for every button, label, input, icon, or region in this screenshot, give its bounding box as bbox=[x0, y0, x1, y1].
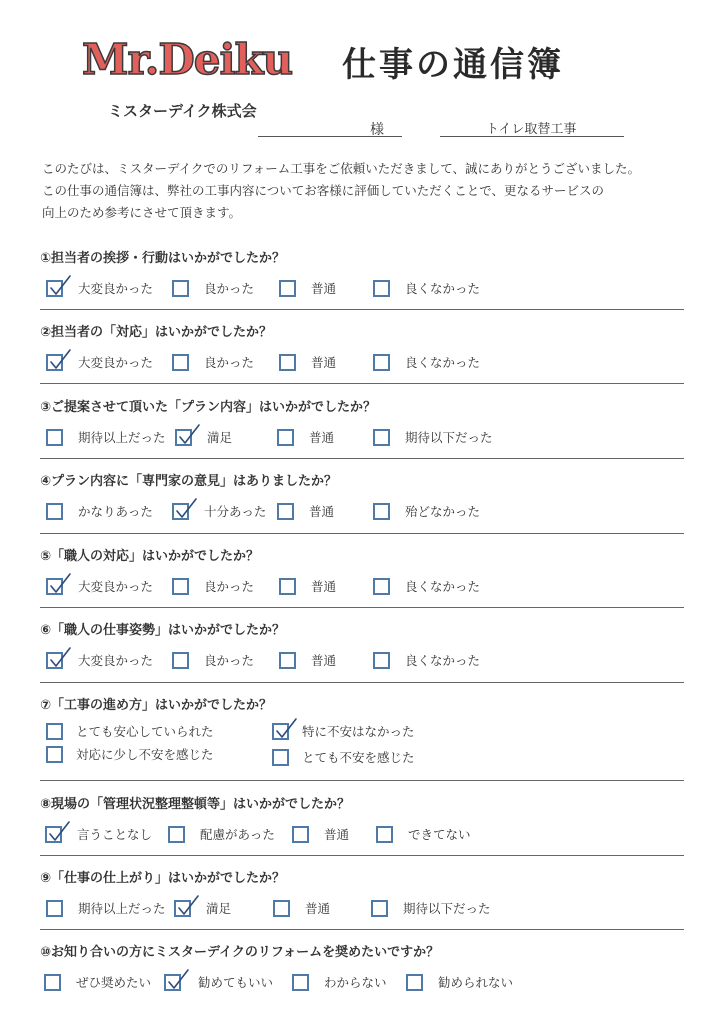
checkbox[interactable] bbox=[292, 826, 309, 843]
question-5: ⑤「職人の対応」はいかがでしたか？ bbox=[40, 549, 260, 564]
question-8: ⑧現場の「管理状況整理整頓等」はいかがでしたか？ bbox=[40, 797, 351, 812]
option-label: 十分あった bbox=[204, 504, 267, 519]
checkmark-icon bbox=[175, 498, 197, 520]
option-label: 良くなかった bbox=[405, 281, 481, 296]
question-3: ③ご提案させて頂いた「プラン内容」はいかがでしたか？ bbox=[40, 400, 377, 415]
option-label: 勧めてもいい bbox=[198, 975, 274, 990]
option-label: 普通 bbox=[309, 504, 335, 519]
question-9: ⑨「仕事の仕上がり」はいかがでしたか？ bbox=[40, 871, 286, 886]
checkbox[interactable] bbox=[46, 578, 63, 595]
checkbox[interactable] bbox=[164, 974, 181, 991]
checkbox[interactable] bbox=[373, 503, 390, 520]
option-label: わからない bbox=[324, 975, 387, 990]
option-label: 良かった bbox=[204, 579, 255, 594]
checkmark-icon bbox=[178, 424, 200, 446]
checkbox[interactable] bbox=[406, 974, 423, 991]
option-label: 普通 bbox=[311, 281, 337, 296]
option-label: 期待以上だった bbox=[78, 430, 166, 445]
checkbox[interactable] bbox=[273, 900, 290, 917]
option-label: 勧められない bbox=[438, 975, 514, 990]
checkbox[interactable] bbox=[172, 503, 189, 520]
checkbox[interactable] bbox=[373, 280, 390, 297]
option-label: 良かった bbox=[204, 653, 255, 668]
section-divider bbox=[40, 780, 684, 781]
option-label: 大変良かった bbox=[78, 653, 154, 668]
checkbox[interactable] bbox=[172, 280, 189, 297]
option-label: 期待以下だった bbox=[403, 901, 491, 916]
option-label: できてない bbox=[408, 827, 471, 842]
company-name: ミスターデイク株式会 bbox=[108, 102, 257, 120]
customer-honorific: 様 bbox=[370, 122, 384, 138]
checkbox[interactable] bbox=[46, 723, 63, 740]
checkbox[interactable] bbox=[292, 974, 309, 991]
checkbox[interactable] bbox=[174, 900, 191, 917]
option-label: 配慮があった bbox=[200, 827, 275, 842]
option-label: 良かった bbox=[204, 281, 255, 296]
checkmark-icon bbox=[49, 647, 71, 669]
option-label: 大変良かった bbox=[78, 579, 154, 594]
option-label: 良くなかった bbox=[405, 653, 481, 668]
checkbox[interactable] bbox=[46, 746, 63, 763]
section-divider bbox=[40, 929, 684, 930]
option-label: 普通 bbox=[309, 430, 335, 445]
option-label: 満足 bbox=[206, 901, 232, 916]
section-divider bbox=[40, 533, 684, 534]
checkbox[interactable] bbox=[373, 578, 390, 595]
intro-line-2: この仕事の通信簿は、弊社の工事内容についてお客様に評価していただくことで、更なるサービスの bbox=[42, 183, 605, 198]
checkbox[interactable] bbox=[373, 652, 390, 669]
section-divider bbox=[40, 855, 684, 856]
option-label: 特に不安はなかった bbox=[302, 724, 415, 739]
intro-line-3: 向上のため参考にさせて頂きます。 bbox=[42, 205, 242, 220]
checkmark-icon bbox=[177, 895, 199, 917]
option-label: 普通 bbox=[311, 579, 337, 594]
option-label: 言うことなし bbox=[77, 827, 153, 842]
checkbox[interactable] bbox=[46, 652, 63, 669]
checkmark-icon bbox=[49, 573, 71, 595]
section-divider bbox=[40, 309, 684, 310]
checkbox[interactable] bbox=[172, 652, 189, 669]
section-divider bbox=[40, 607, 684, 608]
intro-text bbox=[42, 158, 692, 224]
logo: Mr.Deiku bbox=[82, 35, 293, 84]
page-title: 仕事の通信簿 bbox=[342, 45, 564, 85]
checkbox[interactable] bbox=[272, 723, 289, 740]
checkbox[interactable] bbox=[272, 749, 289, 766]
question-2: ②担当者の「対応」はいかがでしたか？ bbox=[40, 325, 273, 340]
checkbox[interactable] bbox=[175, 429, 192, 446]
checkbox[interactable] bbox=[46, 429, 63, 446]
option-label: 大変良かった bbox=[78, 281, 154, 296]
option-label: 期待以下だった bbox=[405, 430, 493, 445]
checkbox[interactable] bbox=[373, 354, 390, 371]
question-1: ①担当者の挨拶・行動はいかがでしたか？ bbox=[40, 251, 286, 266]
checkmark-icon bbox=[49, 349, 71, 371]
checkbox[interactable] bbox=[277, 429, 294, 446]
checkbox[interactable] bbox=[279, 578, 296, 595]
checkbox[interactable] bbox=[46, 280, 63, 297]
checkbox[interactable] bbox=[279, 354, 296, 371]
option-label: かなりあった bbox=[78, 504, 153, 519]
checkbox[interactable] bbox=[46, 503, 63, 520]
option-label: 期待以上だった bbox=[78, 901, 166, 916]
checkbox[interactable] bbox=[371, 900, 388, 917]
checkbox[interactable] bbox=[44, 974, 61, 991]
option-label: 普通 bbox=[324, 827, 350, 842]
option-label: とても不安を感じた bbox=[302, 750, 415, 765]
checkmark-icon bbox=[48, 821, 70, 843]
question-6: ⑥「職人の仕事姿勢」はいかがでしたか？ bbox=[40, 623, 286, 638]
checkbox[interactable] bbox=[279, 652, 296, 669]
checkbox[interactable] bbox=[46, 354, 63, 371]
section-divider bbox=[40, 383, 684, 384]
checkbox[interactable] bbox=[46, 900, 63, 917]
option-label: 普通 bbox=[311, 355, 337, 370]
checkmark-icon bbox=[167, 969, 189, 991]
checkbox[interactable] bbox=[168, 826, 185, 843]
intro-line-1: このたびは、ミスターデイクでのリフォーム工事をご依頼いただきまして、誠にありがとうございました。 bbox=[42, 161, 641, 176]
checkmark-icon bbox=[275, 718, 297, 740]
option-label: 良くなかった bbox=[405, 579, 481, 594]
option-label: 大変良かった bbox=[78, 355, 154, 370]
checkbox[interactable] bbox=[277, 503, 294, 520]
option-label: 普通 bbox=[305, 901, 331, 916]
checkmark-icon bbox=[49, 275, 71, 297]
option-label: とても安心していられた bbox=[76, 724, 214, 739]
project-name: トイレ取替工事 bbox=[486, 122, 577, 137]
checkbox[interactable] bbox=[172, 354, 189, 371]
question-10: ⑩お知り合いの方にミスターデイクのリフォームを奨めたいですか？ bbox=[40, 945, 440, 960]
question-4: ④プラン内容に「専門家の意見」はありましたか？ bbox=[40, 474, 338, 489]
checkbox[interactable] bbox=[172, 578, 189, 595]
option-label: 良くなかった bbox=[405, 355, 481, 370]
checkbox[interactable] bbox=[45, 826, 62, 843]
section-divider bbox=[40, 682, 684, 683]
option-label: 良かった bbox=[204, 355, 255, 370]
option-label: 普通 bbox=[311, 653, 337, 668]
option-label: 満足 bbox=[207, 430, 233, 445]
option-label: ぜひ奨めたい bbox=[76, 975, 152, 990]
checkbox[interactable] bbox=[373, 429, 390, 446]
checkbox[interactable] bbox=[376, 826, 393, 843]
checkbox[interactable] bbox=[279, 280, 296, 297]
option-label: 対応に少し不安を感じた bbox=[76, 747, 214, 762]
option-label: 殆どなかった bbox=[405, 504, 481, 519]
section-divider bbox=[40, 458, 684, 459]
question-7: ⑦「工事の進め方」はいかがでしたか？ bbox=[40, 698, 273, 713]
